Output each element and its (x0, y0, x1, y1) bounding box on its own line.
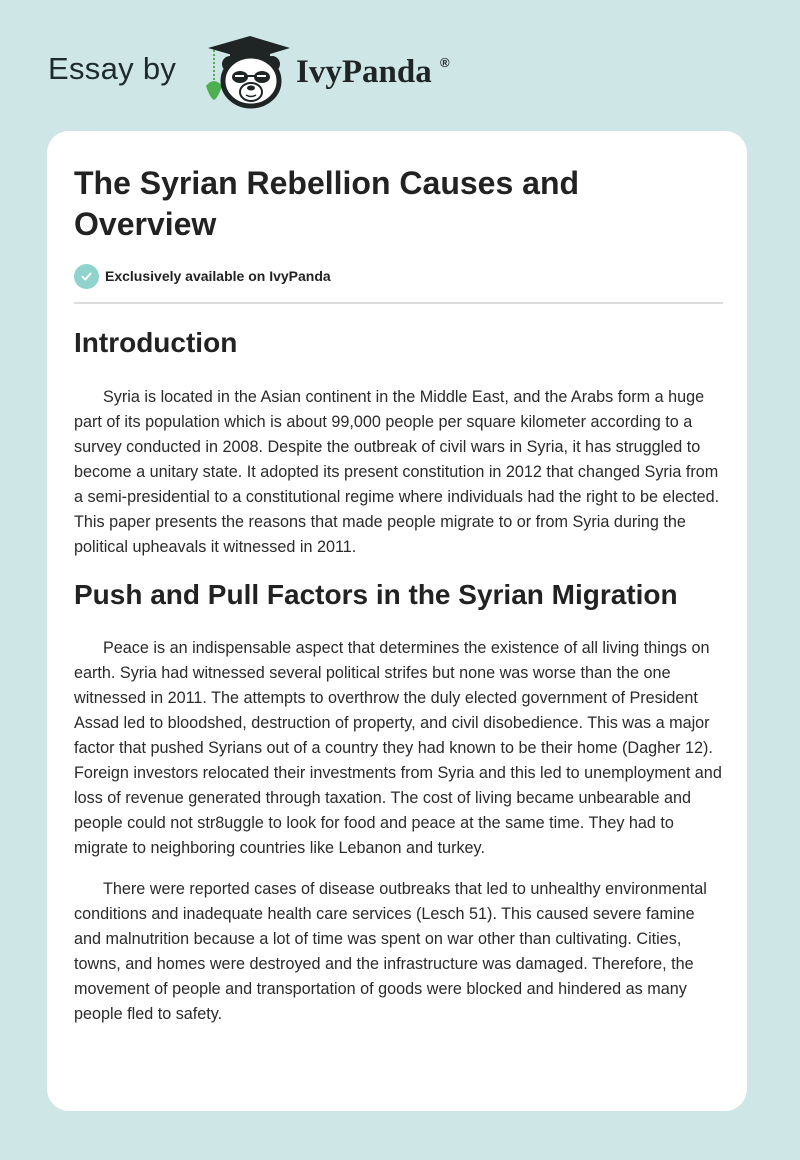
badge-text: Exclusively available on IvyPanda (105, 268, 331, 284)
exclusive-badge (74, 263, 331, 289)
paragraph-push-pull-2: There were reported cases of disease outbreaks that led to unhealthy environmental conditions and inadequate health care services (Lesch 51). This caused severe famine and malnutrition because a lot of time was spent on war other than cultivating. Cities, towns, and homes were destroyed and the infrastructure was damaged. Therefore, the movement of people and transportation of goods were blocked and hindered as many people fled to safety. (74, 880, 707, 1023)
essay-by-label: Essay by (48, 51, 177, 86)
site-header (0, 0, 800, 120)
paragraph-push-pull-1: Peace is an indispensable aspect that determines the existence of all living things on earth. Syria had witnessed several political strifes but none was worse than the one witnessed in 2011. The attempts to overthrow the duly elected government of President Assad led to bloodshed, destruction of property, and civil disobedience. This was a major factor that pushed Syrians out of a country they had known to be their home (Dagher 12). Foreign investors relocated their investments from Syria and this led to unemployment and loss of revenue generated through taxation. The cost of living became unbearable and people could not str8uggle to look for food and peace at the same time. They had to migrate to neighboring countries like Lebanon and turkey. (74, 639, 722, 857)
section-heading-push-pull: Push and Pull Factors in the Syrian Migration (74, 579, 678, 610)
paragraph-intro-1: Syria is located in the Asian continent in the Middle East, and the Arabs form a huge part of its population which is about 99,000 people per square kilometer according to a survey conducted in 2008. Despite the outbreak of civil wars in Syria, it has struggled to become a unitary state. It adopted its present constitution in 2012 that changed Syria from a semi-presidential to a constitutional regime where individuals had the right to be elected. This paper presents the reasons that made people migrate to or from Syria during the political upheavals it witnessed in 2011. (74, 388, 720, 556)
divider (74, 302, 723, 304)
section-heading-introduction: Introduction (74, 327, 238, 358)
brand-name[interactable]: IvyPanda (296, 54, 432, 90)
essay-card (47, 131, 747, 1111)
panda-graduate-icon[interactable] (200, 34, 292, 110)
page-title: The Syrian Rebellion Causes and Overview (74, 165, 580, 242)
registered-mark: ® (440, 55, 450, 70)
check-circle-icon (74, 264, 99, 289)
